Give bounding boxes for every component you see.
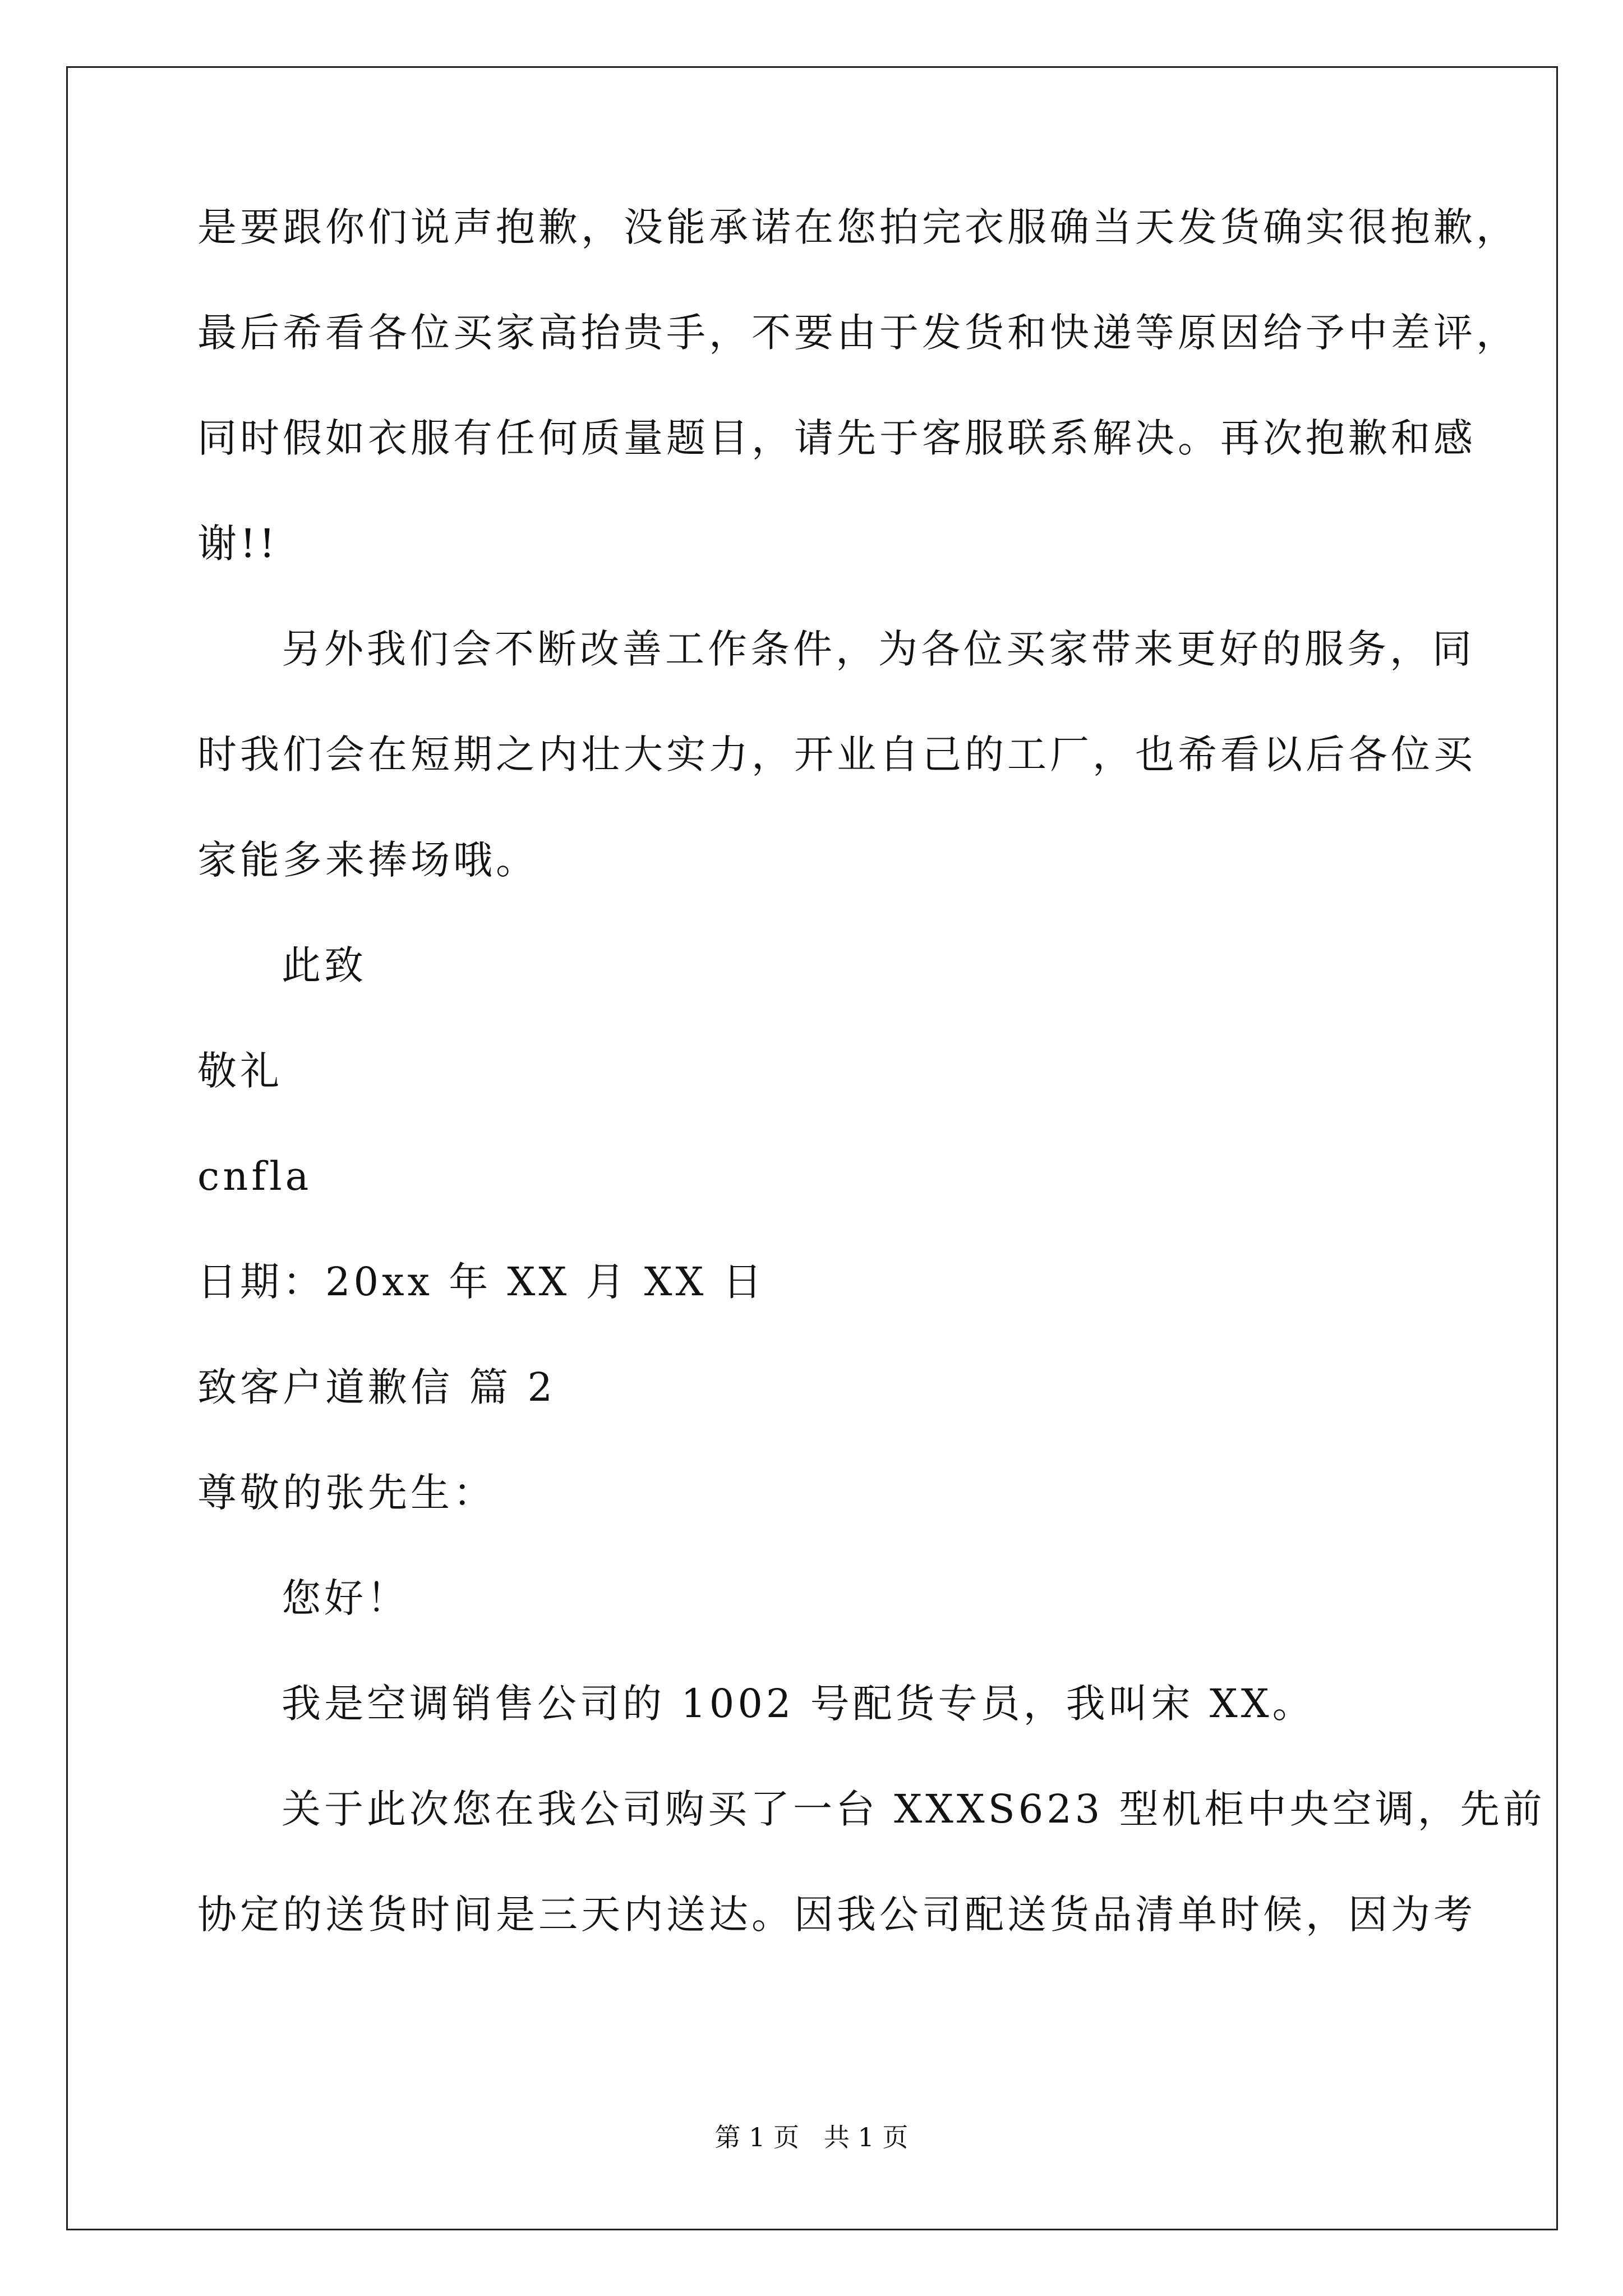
body-line-2: 最后希看各位买家高抬贵手，不要由于发货和快递等原因给予中差评， [197,310,1519,356]
signature: cnfla [197,1153,312,1199]
letter-greeting: 尊敬的张先生： [197,1470,496,1516]
letter-body-line-1: 关于此次您在我公司购买了一台 XXXS623 型机柜中央空调，先前 [282,1786,1546,1832]
date-line: 日期：20xx 年 XX 月 XX 日 [197,1259,766,1305]
paragraph-2-line-2: 时我们会在短期之内壮大实力，开业自己的工厂，也希看以后各位买 [197,731,1476,777]
letter-intro: 我是空调销售公司的 1002 号配货专员，我叫宋 XX。 [282,1681,1315,1727]
body-line-4: 谢!! [197,521,279,567]
paragraph-2-line-3: 家能多来捧场哦。 [197,837,538,883]
body-line-3: 同时假如衣服有任何质量题目，请先于客服联系解决。再次抱歉和感 [197,415,1476,461]
paragraph-2-line-1: 另外我们会不断改善工作条件，为各位买家带来更好的服务，同 [282,626,1475,672]
page-number-footer: 第 1 页 共 1 页 [714,2122,909,2152]
letter-body-line-2: 协定的送货时间是三天内送达。因我公司配送货品清单时候，因为考 [197,1892,1476,1938]
closing-respect: 敬礼 [197,1048,283,1094]
letter-hello: 您好！ [282,1575,409,1621]
closing-salutation: 此致 [282,942,367,988]
body-line-1: 是要跟你们说声抱歉，没能承诺在您拍完衣服确当天发货确实很抱歉， [197,204,1519,250]
section-heading: 致客户道歉信 篇 2 [197,1364,556,1410]
